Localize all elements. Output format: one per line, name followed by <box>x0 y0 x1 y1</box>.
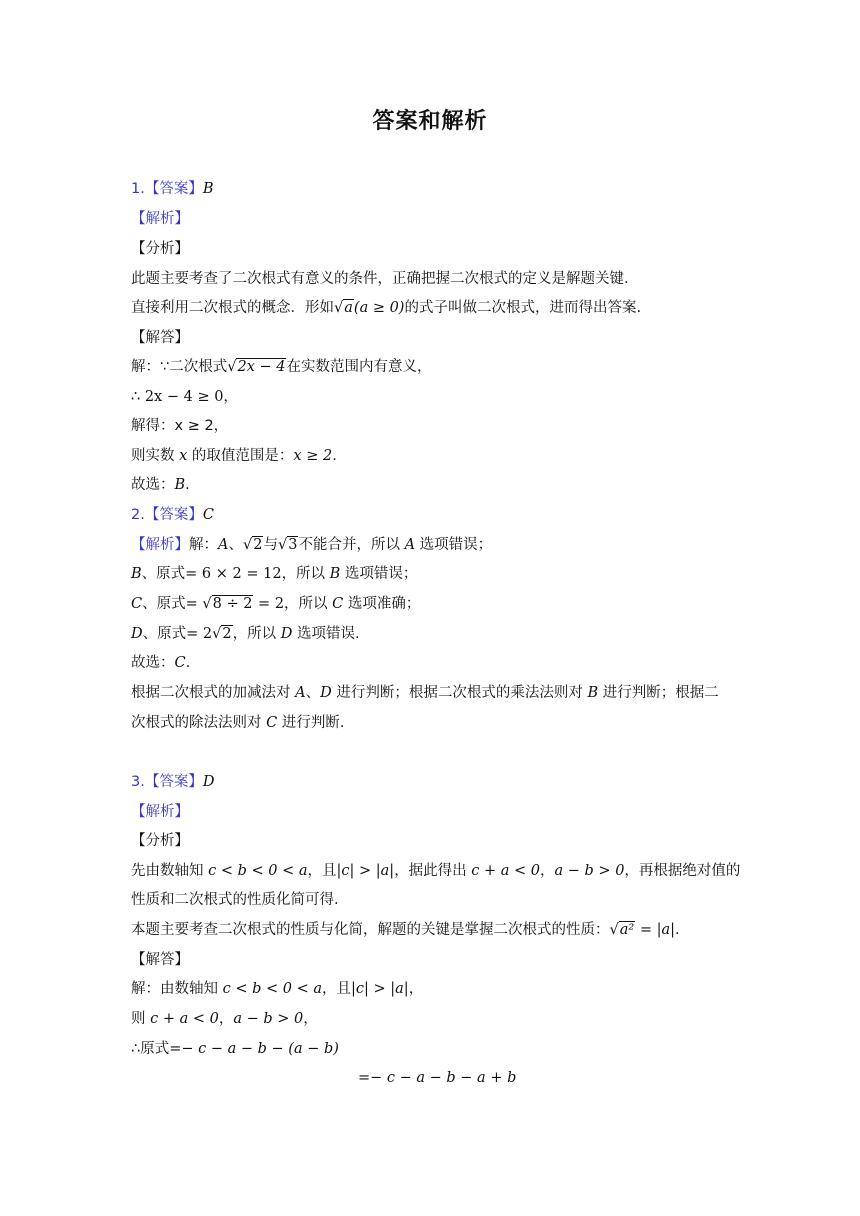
math-expr: = 6 × 2 = 12 <box>185 566 282 582</box>
q2-b-c: 选项错误； <box>340 566 418 582</box>
q3-solution-line-4 <box>358 1068 516 1088</box>
q1-solution-line-1 <box>131 357 431 377</box>
math-var: C <box>174 655 186 671</box>
q2-a-mid: 、 <box>228 537 243 553</box>
q2-line-c <box>131 594 420 614</box>
q2-d-a: 、原式 <box>142 626 187 642</box>
q1-s4-text-a: 则实数 <box>131 448 180 464</box>
q3-fenxi-line-3 <box>131 920 680 940</box>
radicand: a <box>344 300 353 316</box>
q2-number: 2. <box>131 507 145 523</box>
q2-answer-line <box>131 505 214 525</box>
q3-f3-b: . <box>675 922 680 938</box>
math-expr: c < b < 0 < a <box>222 981 322 997</box>
q2-b-a: 、原式 <box>141 566 186 582</box>
math-expr: |c| > |a| <box>351 981 409 997</box>
math-expr: = <box>185 596 203 612</box>
q2-c-c: 选项准确； <box>343 596 421 612</box>
q1-fenxi-tag: 【分析】 <box>131 241 189 257</box>
q3-fenxi-line-2: 性质和二次根式的性质化简可得. <box>131 892 339 908</box>
q3-f1-d: ， <box>540 863 555 879</box>
q3-s1-a: 解：由数轴知 <box>131 981 223 997</box>
q1-fenxi-line-2 <box>131 298 641 318</box>
q2-reason-line-1 <box>131 683 719 703</box>
q1-fenxi2-text-b: 的式子叫做二次根式，进而得出答案. <box>404 300 642 316</box>
q2-c-b: ，所以 <box>284 596 333 612</box>
radicand: 8 ÷ 2 <box>212 596 253 612</box>
q2-a-pre: 解： <box>189 537 218 553</box>
q1-s1-text-b: 在实数范围内有意义， <box>286 359 432 375</box>
q2-r1-c: 进行判断；根据二次根式的乘法法则对 <box>331 685 588 701</box>
q1-s4-text-b: 的取值范围是： <box>187 448 294 464</box>
q3-f1-b: ，且 <box>307 863 337 879</box>
math-var: B <box>329 566 341 582</box>
math-expr: = |a| <box>635 922 676 938</box>
math-expr: =− c − a − b − (a − b) <box>169 1041 339 1057</box>
q2-r1-b: 、 <box>305 685 321 701</box>
q2-d-b: ，所以 <box>232 626 281 642</box>
q3-f1-e: ，再根据绝对值的 <box>624 863 741 879</box>
math-var: C <box>332 596 344 612</box>
math-expr: (a ≥ 0) <box>353 300 405 316</box>
radicand: 3 <box>288 537 298 553</box>
math-var: D <box>280 626 293 642</box>
q3-jieda-tag: 【解答】 <box>131 952 189 968</box>
q3-jiexi-tag: 【解析】 <box>131 804 189 820</box>
q1-solution-line-2: ∴ 2x − 4 ≥ 0， <box>131 389 238 405</box>
q1-s5-text-a: 故选： <box>131 477 175 493</box>
radicand: a² <box>619 922 635 938</box>
q1-choice-line <box>131 475 190 495</box>
q3-s2-b: ， <box>218 1011 234 1027</box>
q2-r1-a: 根据二次根式的加减法对 <box>131 685 296 701</box>
q2-a-end: 选项错误； <box>415 537 493 553</box>
math-expr: a − b > 0 <box>233 1011 304 1027</box>
q3-answer-tag: 【答案】 <box>144 774 203 790</box>
q2-answer-value: C <box>202 507 214 523</box>
q2-answer-tag: 【答案】 <box>144 507 203 523</box>
q2-a-post: 不能合并，所以 <box>298 537 405 553</box>
q2-r2-b: 进行判断. <box>277 715 345 731</box>
q2-jiexi-tag: 【解析】 <box>131 537 189 553</box>
math-var: A <box>295 685 306 701</box>
q3-f1-a: 先由数轴知 <box>131 863 209 879</box>
math-var: C <box>266 715 278 731</box>
math-expr: c + a < 0 <box>150 1011 219 1027</box>
q3-f3-a: 本题主要考查二次根式的性质与化简，解题的关键是掌握二次根式的性质： <box>131 922 610 938</box>
q3-solution-line-1 <box>131 979 423 999</box>
math-var: C <box>131 596 143 612</box>
sqrt-sign: √ <box>277 537 288 553</box>
q2-b-b: ，所以 <box>281 566 330 582</box>
sqrt-sign: √ <box>334 300 344 316</box>
q3-fenxi-line-1 <box>131 861 740 881</box>
q1-answer-value: B <box>202 181 214 197</box>
math-var: x <box>179 448 188 464</box>
q2-c-a: 、原式 <box>142 596 186 612</box>
math-var: D <box>131 626 143 642</box>
math-expr: c + a < 0 <box>471 863 541 879</box>
q1-jieda-tag: 【解答】 <box>131 330 189 346</box>
radicand: 2 <box>222 626 232 642</box>
math-expr: c < b < 0 < a <box>208 863 308 879</box>
q1-solution-line-4 <box>131 446 337 466</box>
q3-s1-b: ，且 <box>322 981 351 997</box>
math-var: B <box>587 685 599 701</box>
math-var: A <box>218 537 229 553</box>
sqrt-sign: √ <box>212 626 222 642</box>
q2-line-b <box>131 564 417 584</box>
q3-fenxi-tag: 【分析】 <box>131 833 189 849</box>
math-var: B <box>131 566 142 582</box>
radicand: 2x − 4 <box>237 359 286 375</box>
q2-line-a <box>131 535 492 555</box>
page-title: 答案和解析 <box>372 109 488 134</box>
math-expr: = 2 <box>253 596 285 612</box>
sqrt-sign: √ <box>202 596 212 612</box>
math-var: D <box>320 685 332 701</box>
q3-number: 3. <box>131 774 145 790</box>
q2-gx-b: . <box>185 655 191 671</box>
sqrt-sign: √ <box>609 922 619 938</box>
q3-s2-a: 则 <box>131 1011 151 1027</box>
q1-s1-text-a: 解：∵二次根式 <box>131 359 228 375</box>
q2-a-yu: 与 <box>263 537 278 553</box>
q2-choice-line <box>131 653 190 673</box>
q3-s1-c: ， <box>408 981 424 997</box>
radicand: 2 <box>253 537 263 553</box>
q3-solution-line-3 <box>131 1039 339 1059</box>
math-expr: |c| > |a| <box>336 863 395 879</box>
math-var: B <box>174 477 186 493</box>
math-expr: x ≥ 2 <box>293 448 333 464</box>
sqrt-sign: √ <box>242 537 253 553</box>
q1-s5-text-b: . <box>185 477 190 493</box>
q1-solution-line-3: 解得：x ≥ 2， <box>131 418 229 434</box>
math-expr: = 2 <box>186 626 213 642</box>
q3-s2-c: ， <box>303 1011 318 1027</box>
q3-answer-line <box>131 772 214 792</box>
q2-line-d <box>131 624 360 644</box>
q1-answer-line <box>131 179 214 199</box>
q2-r1-d: 进行判断；根据二 <box>598 685 719 701</box>
q1-s4-text-c: . <box>332 448 337 464</box>
q3-solution-line-2 <box>131 1009 318 1029</box>
q1-jiexi-tag: 【解析】 <box>131 211 189 227</box>
q2-gx-a: 故选： <box>131 655 175 671</box>
q2-reason-line-2 <box>131 713 344 733</box>
q1-number: 1. <box>131 181 145 197</box>
math-expr: a − b > 0 <box>554 863 625 879</box>
q1-answer-tag: 【答案】 <box>144 181 203 197</box>
sqrt-sign: √ <box>227 359 237 375</box>
q3-f1-c: ，据此得出 <box>394 863 472 879</box>
q2-d-c: 选项错误. <box>292 626 360 642</box>
q1-fenxi2-text-a: 直接利用二次根式的概念．形如 <box>131 300 334 316</box>
q2-r2-a: 次根式的除法法则对 <box>131 715 267 731</box>
math-var: A <box>404 537 416 553</box>
math-expr: =− c − a − b − a + b <box>358 1070 517 1086</box>
q1-fenxi-line-1: 此题主要考查了二次根式有意义的条件，正确把握二次根式的定义是解题关键. <box>131 271 629 287</box>
q3-s3-a: ∴原式 <box>131 1041 170 1057</box>
q3-answer-value: D <box>202 774 215 790</box>
